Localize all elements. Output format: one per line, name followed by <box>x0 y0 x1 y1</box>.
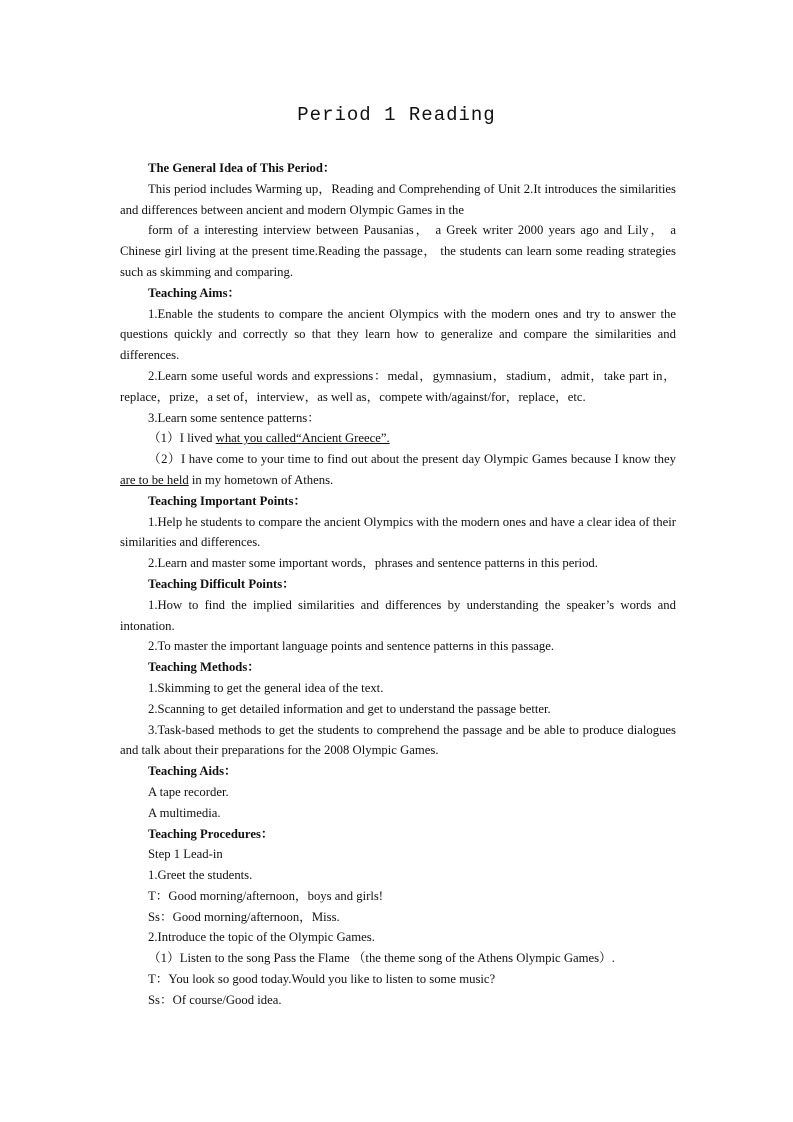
sentence-pattern-1-text: （1）I lived <box>148 431 216 446</box>
difficult-point-2: 2.To master the important language points and sentence patterns in this passage. <box>148 639 555 654</box>
method-2: 2.Scanning to get detailed information and get to understand the passage better. <box>148 701 551 716</box>
aid-1: A tape recorder. <box>148 784 229 799</box>
difficult-points-heading: Teaching Difficult Points： <box>148 576 295 591</box>
sentence-pattern-1-underlined: what you called“Ancient Greece”. <box>215 431 390 446</box>
aim-item-3: 3.Learn some sentence patterns： <box>148 410 320 425</box>
important-point-2: 2.Learn and master some important words，phrases and sentence patterns in this period. <box>148 556 598 571</box>
procedure-line-8: Ss：Of course/Good idea. <box>148 992 282 1007</box>
method-3: 3.Task-based methods to get the students to comprehend the passage and be able to produce dialogues and talk about their preparations for the 2008 Olympic Games. <box>120 722 676 758</box>
sentence-pattern-1 <box>120 428 676 449</box>
procedure-line-5: 2.Introduce the topic of the Olympic Games. <box>148 930 375 945</box>
procedure-line-3: T：Good morning/afternoon，boys and girls! <box>148 888 384 903</box>
important-points-heading: Teaching Important Points： <box>148 493 307 508</box>
procedure-line-4: Ss：Good morning/afternoon，Miss. <box>148 909 340 924</box>
aid-2: A multimedia. <box>148 805 221 820</box>
teaching-procedures-heading: Teaching Procedures： <box>148 826 274 841</box>
aim-item-2: 2.Learn some useful words and expressions：medal，gymnasium，stadium，admit，take part in，replace，prize，a set of，interview，as well as，compete with/against/for，replace，etc. <box>120 368 676 404</box>
sentence-pattern-2 <box>120 449 676 491</box>
document-body <box>120 158 676 1011</box>
general-idea-heading: The General Idea of This Period： <box>148 161 336 175</box>
sentence-pattern-2-underlined: are to be held <box>120 472 189 487</box>
procedure-line-1: Step 1 Lead-in <box>148 847 223 862</box>
teaching-aims-heading: Teaching Aims： <box>148 285 241 300</box>
method-1: 1.Skimming to get the general idea of the text. <box>148 680 384 695</box>
procedure-line-6: （1）Listen to the song Pass the Flame （the theme song of the Athens Olympic Games）. <box>148 951 615 966</box>
general-idea-paragraph-2: form of a interesting interview between Pausanias， a Greek writer 2000 years ago and Lily， a Chinese girl living at the present time.Reading the passage， the students can learn some reading strategies such as skimming and comparing. <box>120 223 676 279</box>
sentence-pattern-2-tail: in my hometown of Athens. <box>188 472 334 487</box>
general-idea-paragraph-1: This period includes Warming up，Reading and Comprehending of Unit 2.It introduces the similarities and differences between ancient and modern Olympic Games in the <box>120 181 676 217</box>
procedure-line-7: T：You look so good today.Would you like to listen to some music? <box>148 972 496 987</box>
difficult-point-1: 1.How to find the implied similarities and differences by understanding the speaker’s words and intonation. <box>120 597 676 633</box>
page-title: Period 1 Reading <box>297 104 496 126</box>
teaching-methods-heading: Teaching Methods： <box>148 660 260 675</box>
teaching-aids-heading: Teaching Aids： <box>148 764 237 779</box>
procedure-line-2: 1.Greet the students. <box>148 868 253 883</box>
important-point-1: 1.Help he students to compare the ancient Olympics with the modern ones and have a clear idea of their similarities and differences. <box>120 514 676 550</box>
sentence-pattern-2-text: （2）I have come to your time to find out about the present day Olympic Games because I know they <box>148 452 676 467</box>
aim-item-1: 1.Enable the students to compare the ancient Olympics with the modern ones and try to answer the questions quickly and correctly so that they learn how to generalize and compare the similarities and differences. <box>120 306 676 363</box>
